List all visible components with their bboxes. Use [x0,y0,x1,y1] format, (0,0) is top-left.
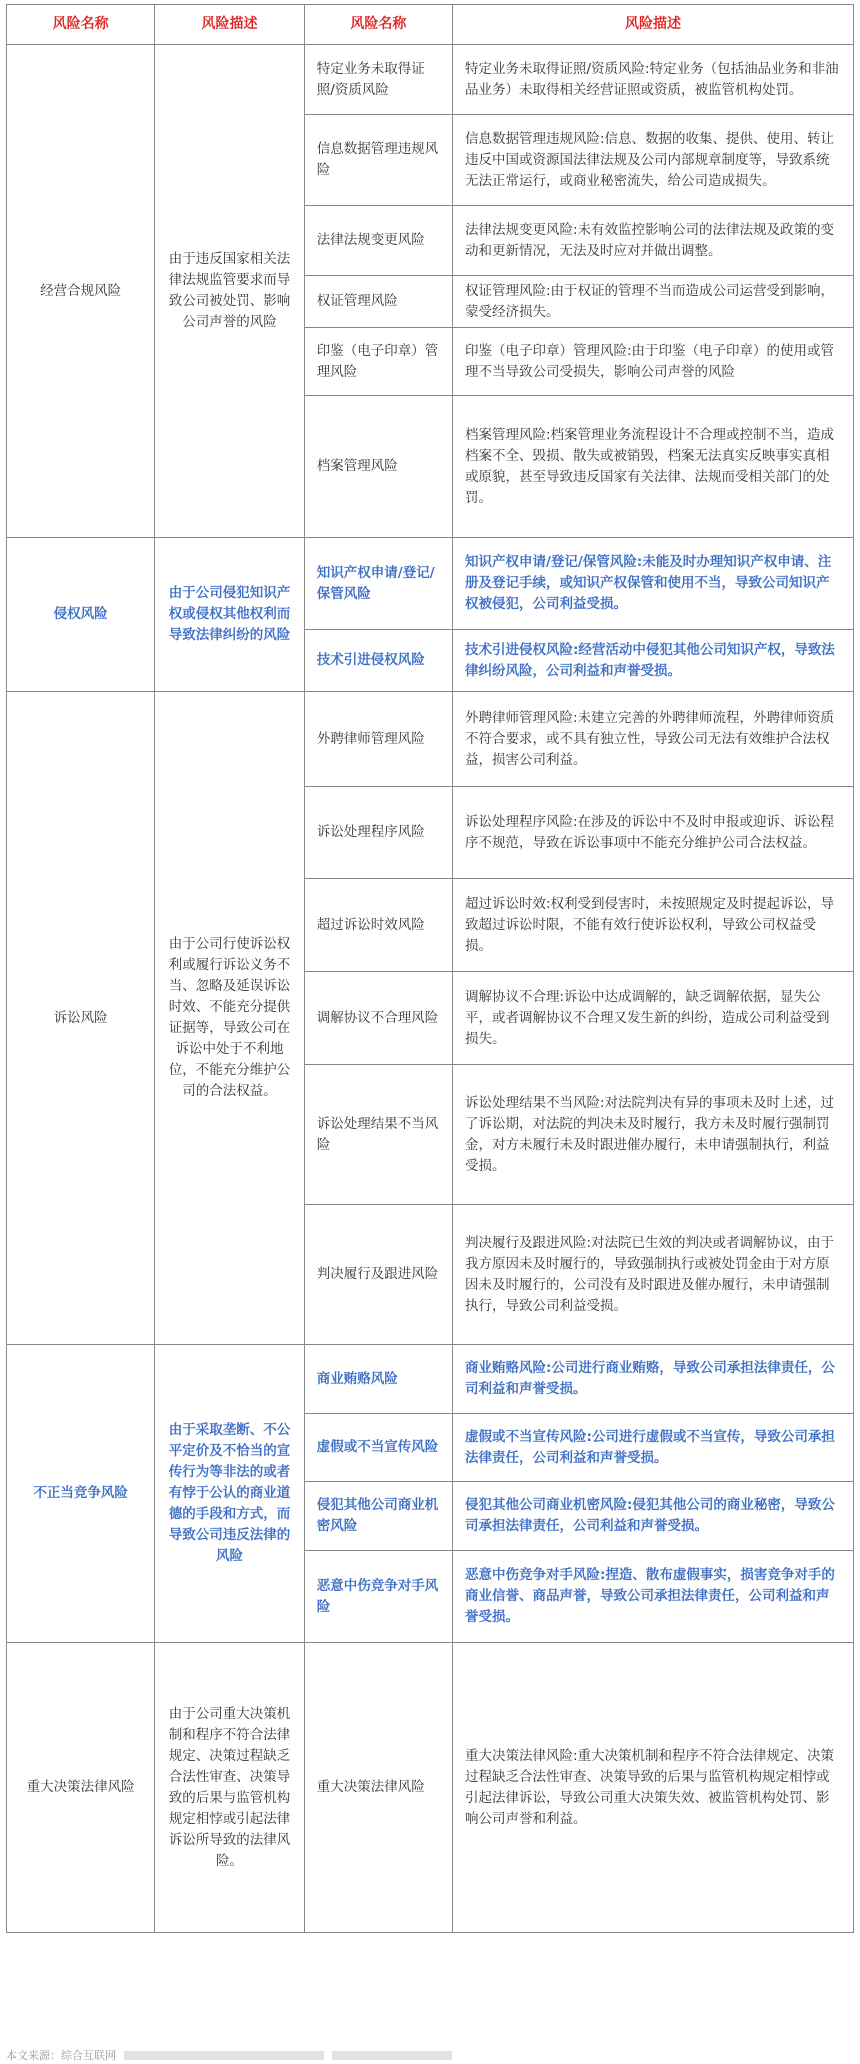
risk-name-cell: 档案管理风险 [304,396,452,538]
risk-name-cell: 超过诉讼时效风险 [304,879,452,972]
table-row [7,45,854,115]
risk-category-cell: 不正当竞争风险 [7,1345,155,1643]
risk-description-cell: 由于公司重大决策机制和程序不符合法律规定、决策过程缺乏合法性审查、决策导致的后果与监管机构规定相悖或引起法律诉讼所导致的法律风险。 [155,1643,305,1933]
risk-detail-cell: 恶意中伤竞争对手风险:捏造、散布虚假事实，损害竞争对手的商业信誉、商品声誉，导致公司承担法律责任，公司利益和声誉受损。 [452,1551,853,1643]
risk-category-cell: 诉讼风险 [7,692,155,1345]
risk-name-cell: 知识产权申请/登记/保管风险 [304,538,452,630]
source-text: 本文来源：综合互联网 [6,2049,116,2062]
header-risk-detail: 风险描述 [452,5,853,45]
risk-detail-cell: 技术引进侵权风险:经营活动中侵犯其他公司知识产权，导致法律纠纷风险，公司利益和声誉受损。 [452,630,853,692]
risk-name-cell: 法律法规变更风险 [304,206,452,276]
risk-category-cell: 经营合规风险 [7,45,155,538]
table-row [7,1643,854,1933]
risk-detail-cell: 商业贿赂风险:公司进行商业贿赂，导致公司承担法律责任，公司利益和声誉受损。 [452,1345,853,1414]
risk-detail-cell: 印鉴（电子印章）管理风险:由于印鉴（电子印章）的使用或管理不当导致公司受损失，影响公司声誉的风险 [452,328,853,396]
risk-detail-cell: 诉讼处理结果不当风险:对法院判决有异的事项未及时上述，过了诉讼期，对法院的判决未及时履行，我方未及时履行强制罚金，对方未履行未及时跟进催办履行，未申请强制执行，利益受损。 [452,1065,853,1205]
risk-detail-cell: 特定业务未取得证照/资质风险:特定业务（包括油品业务和非油品业务）未取得相关经营证照或资质，被监管机构处罚。 [452,45,853,115]
risk-table [6,4,854,1933]
table-row [7,1345,854,1414]
risk-detail-cell: 虚假或不当宣传风险:公司进行虚假或不当宣传，导致公司承担法律责任，公司利益和声誉受损。 [452,1414,853,1482]
risk-detail-cell: 调解协议不合理:诉讼中达成调解的，缺乏调解依据，显失公平，或者调解协议不合理又发生新的纠纷，造成公司利益受到损失。 [452,972,853,1065]
risk-category-cell: 重大决策法律风险 [7,1643,155,1933]
header-risk-name: 风险名称 [304,5,452,45]
source-footer [6,2048,452,2062]
risk-name-cell: 商业贿赂风险 [304,1345,452,1414]
header-risk-description: 风险描述 [155,5,305,45]
risk-name-cell: 信息数据管理违规风险 [304,115,452,206]
risk-description-cell: 由于公司侵犯知识产权或侵权其他权利而导致法律纠纷的风险 [155,538,305,692]
risk-detail-cell: 权证管理风险:由于权证的管理不当而造成公司运营受到影响，蒙受经济损失。 [452,276,853,328]
risk-description-cell: 由于采取垄断、不公平定价及不恰当的宣传行为等非法的或者有悖于公认的商业道德的手段和方式，而导致公司违反法律的风险 [155,1345,305,1643]
risk-name-cell: 判决履行及跟进风险 [304,1205,452,1345]
risk-name-cell: 权证管理风险 [304,276,452,328]
risk-name-cell: 诉讼处理结果不当风险 [304,1065,452,1205]
risk-name-cell: 诉讼处理程序风险 [304,787,452,879]
risk-detail-cell: 知识产权申请/登记/保管风险:未能及时办理知识产权申请、注册及登记手续，或知识产权保管和使用不当，导致公司知识产权被侵犯，公司利益受损。 [452,538,853,630]
risk-detail-cell: 诉讼处理程序风险:在涉及的诉讼中不及时申报或迎诉、诉讼程序不规范，导致在诉讼事项中不能充分维护公司合法权益。 [452,787,853,879]
risk-detail-cell: 法律法规变更风险:未有效监控影响公司的法律法规及政策的变动和更新情况，无法及时应对并做出调整。 [452,206,853,276]
risk-name-cell: 侵犯其他公司商业机密风险 [304,1482,452,1551]
risk-name-cell: 外聘律师管理风险 [304,692,452,787]
risk-name-cell: 恶意中伤竞争对手风险 [304,1551,452,1643]
risk-table-container [6,4,854,1933]
header-risk-category: 风险名称 [7,5,155,45]
risk-detail-cell: 信息数据管理违规风险:信息、数据的收集、提供、使用、转让违反中国或资源国法律法规及公司内部规章制度等，导致系统无法正常运行，或商业秘密流失，给公司造成损失。 [452,115,853,206]
header-row [7,5,854,45]
redacted-text [124,2051,324,2060]
risk-detail-cell: 重大决策法律风险:重大决策机制和程序不符合法律规定、决策过程缺乏合法性审查、决策导致的后果与监管机构规定相悖或引起法律诉讼，导致公司重大决策失效、被监管机构处罚、影响公司声誉和利益。 [452,1643,853,1933]
table-row [7,692,854,787]
risk-name-cell: 印鉴（电子印章）管理风险 [304,328,452,396]
risk-detail-cell: 档案管理风险:档案管理业务流程设计不合理或控制不当，造成档案不全、毁损、散失或被销毁，档案无法真实反映事实真相或原貌，甚至导致违反国家有关法律、法规而受相关部门的处罚。 [452,396,853,538]
risk-name-cell: 技术引进侵权风险 [304,630,452,692]
risk-detail-cell: 外聘律师管理风险:未建立完善的外聘律师流程，外聘律师资质不符合要求，或不具有独立性，导致公司无法有效维护合法权益，损害公司利益。 [452,692,853,787]
risk-name-cell: 调解协议不合理风险 [304,972,452,1065]
risk-detail-cell: 侵犯其他公司商业机密风险:侵犯其他公司的商业秘密，导致公司承担法律责任，公司利益和声誉受损。 [452,1482,853,1551]
risk-detail-cell: 超过诉讼时效:权利受到侵害时，未按照规定及时提起诉讼，导致超过诉讼时限，不能有效行使诉讼权利，导致公司权益受损。 [452,879,853,972]
risk-category-cell: 侵权风险 [7,538,155,692]
risk-description-cell: 由于公司行使诉讼权利或履行诉讼义务不当、忽略及延误诉讼时效、不能充分提供证据等，导致公司在诉讼中处于不利地位，不能充分维护公司的合法权益。 [155,692,305,1345]
risk-name-cell: 重大决策法律风险 [304,1643,452,1933]
risk-description-cell: 由于违反国家相关法律法规监管要求而导致公司被处罚、影响公司声誉的风险 [155,45,305,538]
table-row [7,538,854,630]
redacted-text [332,2051,452,2060]
risk-detail-cell: 判决履行及跟进风险:对法院已生效的判决或者调解协议，由于我方原因未及时履行的，导致强制执行或被处罚金由于对方原因未及时履行的，公司没有及时跟进及催办履行，未申请强制执行，导致公司利益受损。 [452,1205,853,1345]
risk-name-cell: 特定业务未取得证照/资质风险 [304,45,452,115]
risk-name-cell: 虚假或不当宣传风险 [304,1414,452,1482]
